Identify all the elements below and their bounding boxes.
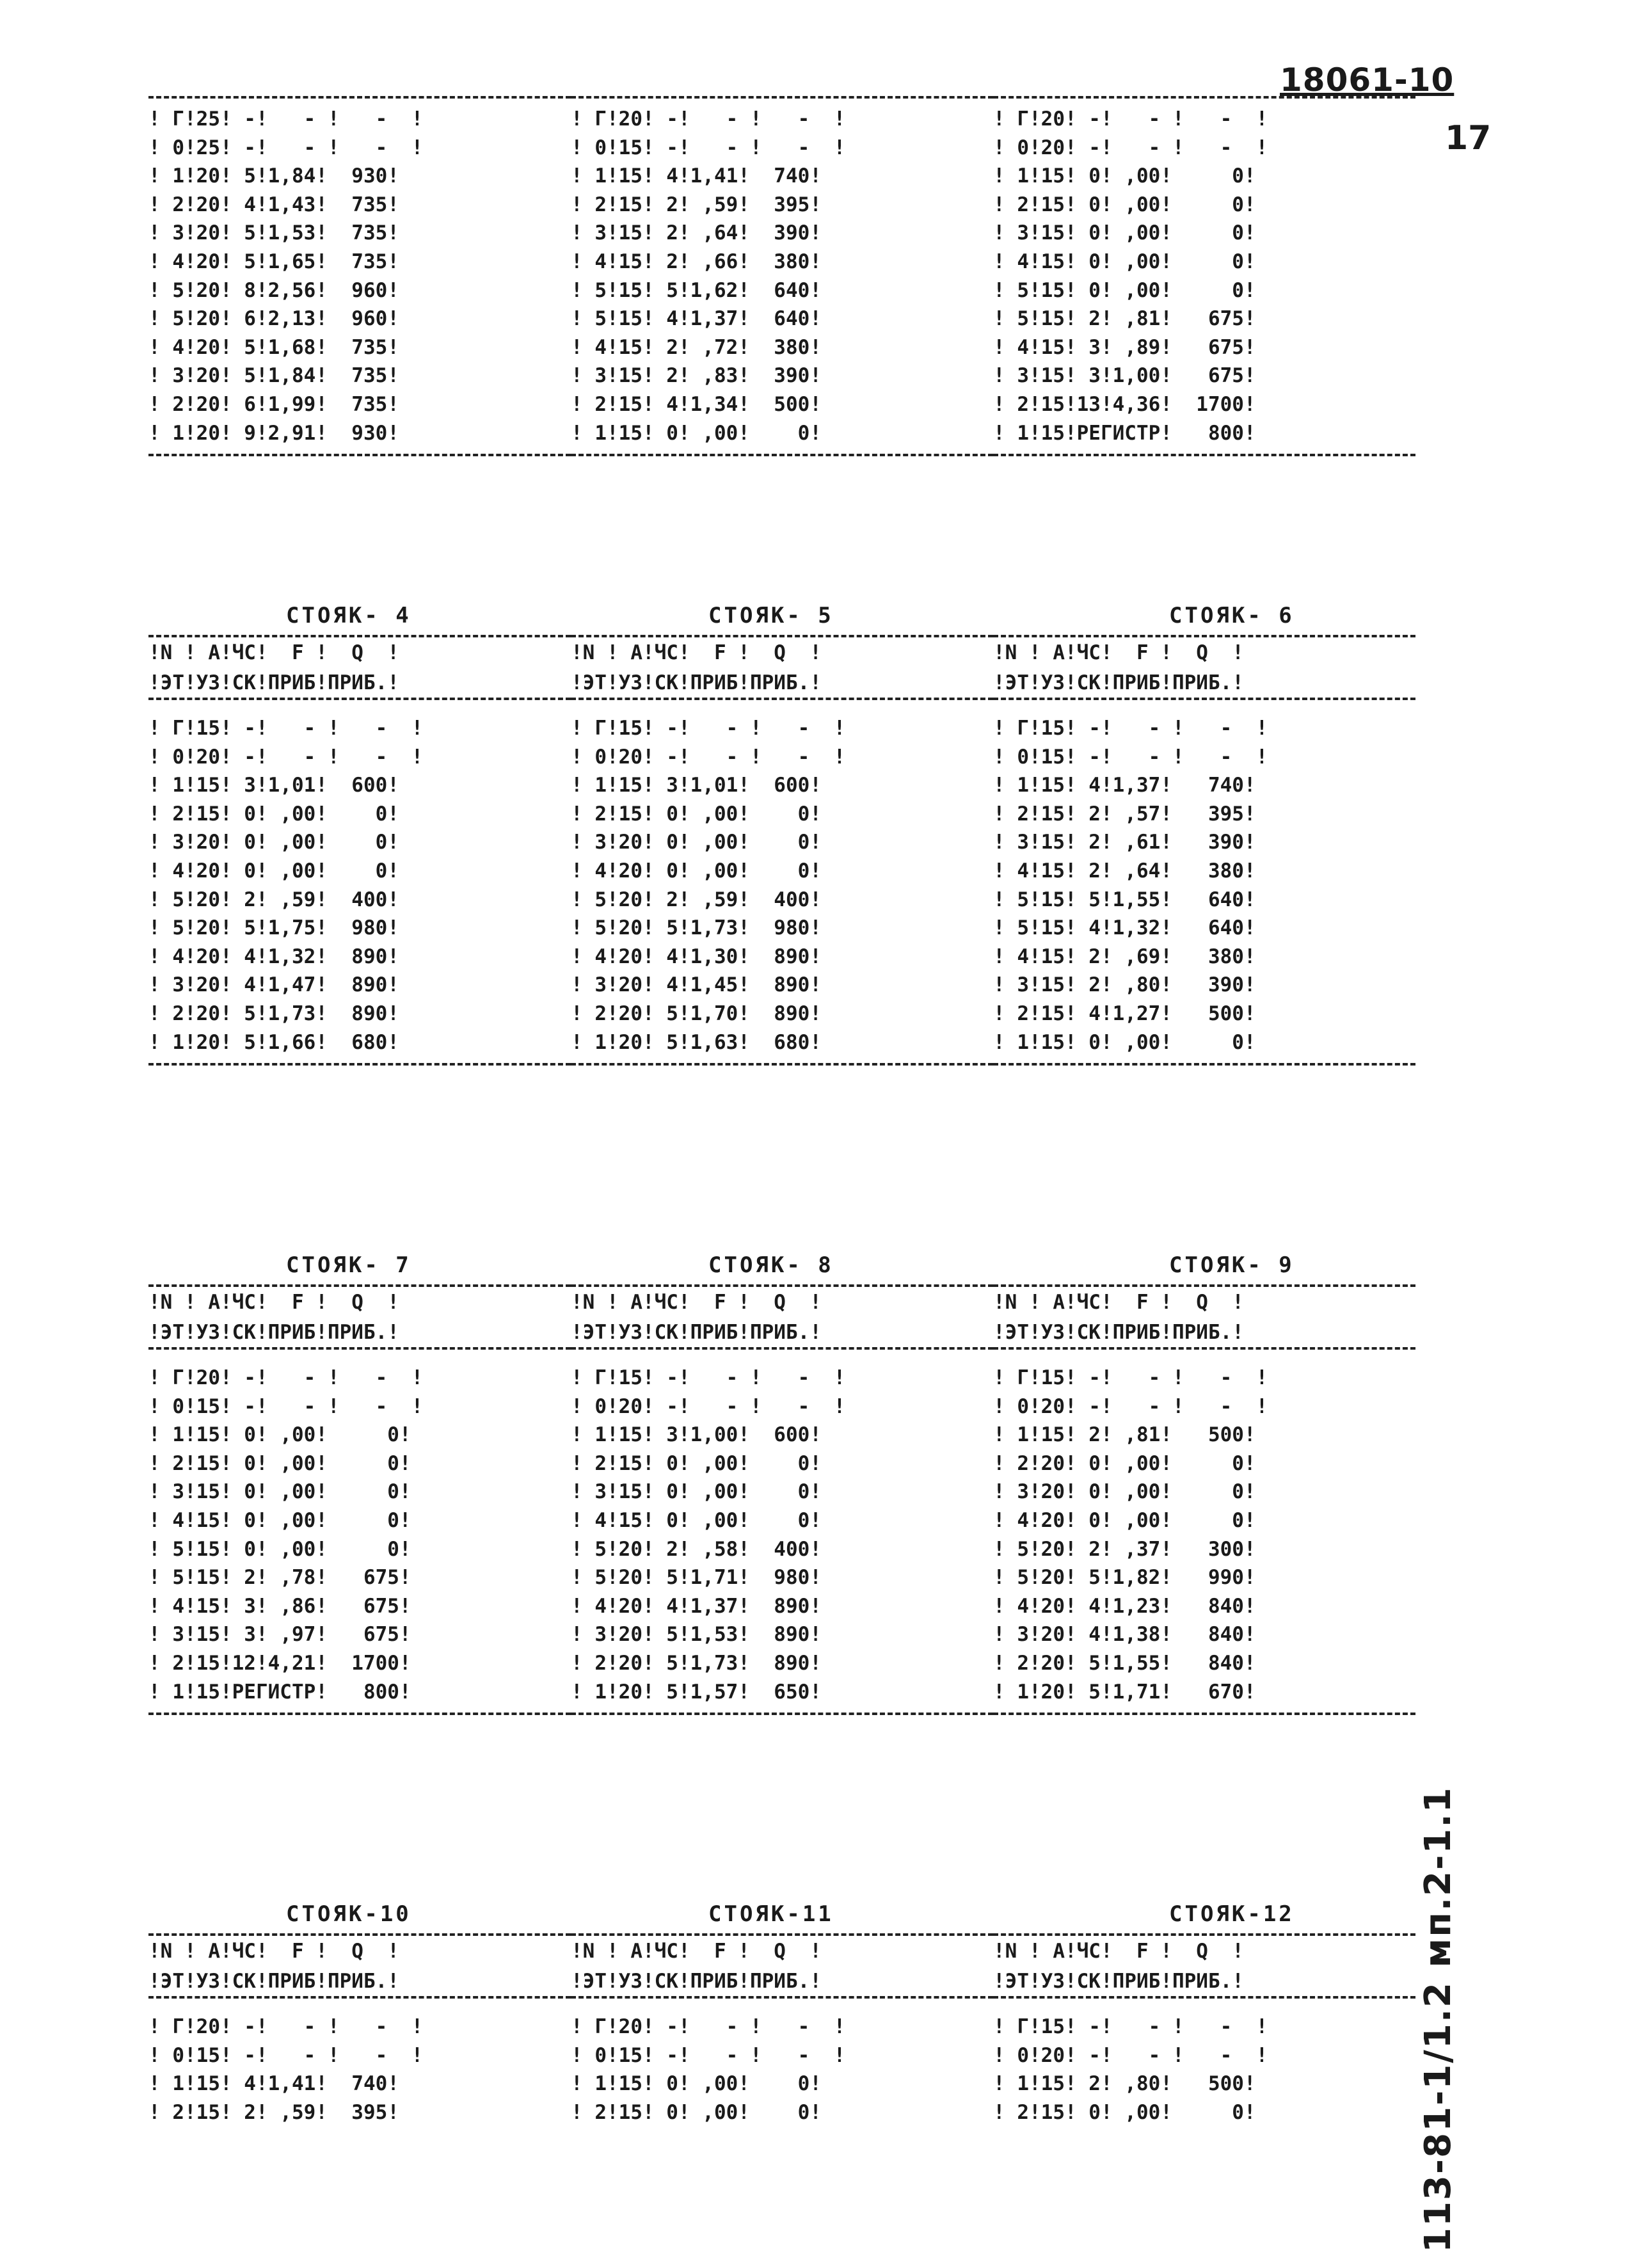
spacer [571,99,993,105]
table-row: ! 0!15! -! - ! - ! [993,745,1268,769]
spacer [148,1706,571,1713]
spacer [148,1350,571,1364]
riser-table [571,596,993,1066]
table-row: ! 4!20! 5!1,68! 735! [148,335,399,359]
table-row: ! 2!15! 2! ,59! 395! [148,2100,399,2124]
riser-title: СТОЯК- 4 [286,603,411,628]
table-row: ! 3!15! 0! ,00! 0! [148,1480,411,1504]
table-row: ! 5!15! 0! ,00! 0! [148,1537,411,1561]
table-bottom-rule [993,1713,1415,1715]
table-row: ! 0!20! -! - ! - ! [148,745,424,769]
table-row: ! 5!20! 2! ,59! 400! [571,888,822,911]
table-row: ! 3!15! 0! ,00! 0! [571,1480,822,1504]
table-row: ! 3!20! 5!1,53! 735! [148,221,399,245]
page-number: 17 [1445,119,1492,157]
table-row: ! 1!15! 3!1,01! 600! [571,774,822,797]
spacer [993,1350,1415,1364]
table-row: ! 2!15! 4!1,27! 500! [993,1002,1256,1025]
table-row: ! 2!15! 0! ,00! 0! [993,193,1256,216]
table-row: ! 0!25! -! - ! - ! [148,136,424,159]
table-row: ! 3!20! 0! ,00! 0! [571,831,822,854]
table-row: ! 5!15! 0! ,00! 0! [993,278,1256,302]
table-row: ! 3!15! 3! ,97! 675! [148,1623,411,1647]
table-row: ! 3!20! 4!1,47! 890! [148,973,399,997]
table-row: ! 1!20! 9!2,91! 930! [148,421,399,445]
spacer [148,700,571,714]
header-row: !N ! А!ЧС! F ! Q ! [993,1291,1244,1314]
table-row: ! 2!15!13!4,36! 1700! [993,392,1256,416]
table-row: ! 0!15! -! - ! - ! [571,136,846,159]
table-row: ! 3!20! 5!1,84! 735! [148,364,399,388]
table-row: ! 4!15! 0! ,00! 0! [993,250,1256,273]
table-row: ! 1!15!РЕГИСТР! 800! [148,1680,411,1704]
table-row: ! 4!15! 3! ,89! 675! [993,335,1256,359]
table-row: ! 5!20! 2! ,37! 300! [993,1537,1256,1561]
riser-title: СТОЯК- 7 [286,1252,411,1278]
table-row: ! 2!15! 2! ,57! 395! [993,802,1256,826]
header-row: !N ! А!ЧС! F ! Q ! [571,1291,822,1314]
riser-table-top-1 [571,96,993,456]
riser-title: СТОЯК-12 [1169,1901,1295,1927]
table-row: ! 0!20! -! - ! - ! [571,745,846,769]
table-row: ! 4!20! 4!1,37! 890! [571,1594,822,1618]
table-row: ! 5!15! 5!1,62! 640! [571,278,822,302]
table-row: ! 5!20! 2! ,59! 400! [148,888,399,911]
spacer [571,1999,993,2013]
riser-table [148,1246,571,1715]
table-row: ! 1!20! 5!1,84! 930! [148,164,399,188]
table-row: ! 3!15! 2! ,64! 390! [571,221,822,245]
table-row: ! 5!15! 2! ,81! 675! [993,307,1256,331]
spacer [571,1350,993,1364]
table-row: ! 1!20! 5!1,63! 680! [571,1030,822,1054]
table-row: ! 2!20! 0! ,00! 0! [993,1451,1256,1475]
spacer [571,447,993,454]
table-bottom-rule [148,454,571,456]
table-row: ! 3!20! 0! ,00! 0! [148,831,399,854]
spacer [993,1706,1415,1713]
table-row: ! 0!20! -! - ! - ! [571,1394,846,1418]
table-bottom-rule [571,1713,993,1715]
table-row: ! 1!15!РЕГИСТР! 800! [993,421,1256,445]
table-row: ! 1!15! 2! ,81! 500! [993,1423,1256,1447]
table-row: ! Г!15! -! - ! - ! [993,1366,1268,1389]
table-row: ! 4!15! 2! ,64! 380! [993,859,1256,882]
table-row: ! 4!15! 3! ,86! 675! [148,1594,411,1618]
table-row: ! 2!15! 0! ,00! 0! [148,802,399,826]
table-row: ! 1!20! 5!1,57! 650! [571,1680,822,1704]
table-row: ! 1!15! 4!1,41! 740! [571,164,822,188]
table-row: ! 4!15! 2! ,72! 380! [571,335,822,359]
header-row: !N ! А!ЧС! F ! Q ! [571,1940,822,1963]
table-bottom-rule [993,454,1415,456]
table-row: ! 0!20! -! - ! - ! [993,136,1268,159]
table-row: ! 4!20! 0! ,00! 0! [993,1508,1256,1532]
table-bottom-rule [571,454,993,456]
table-row: ! 5!20! 5!1,73! 980! [571,916,822,940]
table-row: ! Г!15! -! - ! - ! [993,2015,1268,2038]
table-row: ! 2!20! 5!1,73! 890! [148,1002,399,1025]
header-row: !ЭТ!УЗ!СК!ПРИБ!ПРИБ.! [571,671,822,694]
riser-title: СТОЯК-10 [286,1901,411,1927]
spacer [571,1706,993,1713]
side-document-code: 113-81-1/1.2 мп.2-1.1 [1417,1786,1459,2253]
header-row: !ЭТ!УЗ!СК!ПРИБ!ПРИБ.! [993,1321,1244,1344]
table-row: ! 5!20! 8!2,56! 960! [148,278,399,302]
riser-table-top-2 [993,96,1415,456]
table-row: ! 3!15! 0! ,00! 0! [993,221,1256,245]
spacer [993,1999,1415,2013]
table-row: ! 3!15! 3!1,00! 675! [993,364,1256,388]
table-row: ! 4!20! 5!1,65! 735! [148,250,399,273]
table-row: ! 1!15! 0! ,00! 0! [993,164,1256,188]
riser-table [148,1895,571,2127]
table-row: ! 3!20! 5!1,53! 890! [571,1623,822,1647]
table-row: ! Г!15! -! - ! - ! [571,717,846,740]
table-row: ! 2!20! 5!1,55! 840! [993,1651,1256,1675]
spacer [993,700,1415,714]
spacer [571,700,993,714]
table-row: ! 4!15! 2! ,66! 380! [571,250,822,273]
header-row: !ЭТ!УЗ!СК!ПРИБ!ПРИБ.! [148,1321,399,1344]
header-row: !ЭТ!УЗ!СК!ПРИБ!ПРИБ.! [993,671,1244,694]
table-row: ! 2!20! 5!1,70! 890! [571,1002,822,1025]
table-row: ! 3!20! 4!1,45! 890! [571,973,822,997]
header-row: !N ! А!ЧС! F ! Q ! [571,641,822,664]
table-row: ! 3!15! 2! ,80! 390! [993,973,1256,997]
table-row: ! Г!20! -! - ! - ! [571,108,846,131]
table-row: ! 5!20! 2! ,58! 400! [571,1537,822,1561]
table-row: ! 5!15! 5!1,55! 640! [993,888,1256,911]
table-row: ! 1!15! 0! ,00! 0! [571,421,822,445]
table-row: ! 2!15!12!4,21! 1700! [148,1651,411,1675]
spacer [148,1999,571,2013]
riser-title: СТОЯК- 9 [1169,1252,1295,1278]
table-row: ! 2!15! 0! ,00! 0! [571,2100,822,2124]
table-row: ! 1!20! 5!1,71! 670! [993,1680,1256,1704]
table-row: ! 1!15! 0! ,00! 0! [993,1030,1256,1054]
table-row: ! 5!20! 5!1,75! 980! [148,916,399,940]
table-row: ! 3!20! 4!1,38! 840! [993,1623,1256,1647]
riser-table [571,1895,993,2127]
table-row: ! 4!20! 4!1,32! 890! [148,945,399,968]
spacer [993,1057,1415,1063]
spacer [571,1057,993,1063]
table-row: ! 2!15! 4!1,34! 500! [571,392,822,416]
header-row: !N ! А!ЧС! F ! Q ! [148,641,399,664]
table-row: ! 5!15! 4!1,37! 640! [571,307,822,331]
table-row: ! 1!15! 4!1,37! 740! [993,774,1256,797]
riser-title: СТОЯК- 8 [708,1252,834,1278]
document-code: 18061-10 [1280,61,1455,99]
table-row: ! 0!15! -! - ! - ! [148,2043,424,2067]
table-row: ! 1!20! 5!1,66! 680! [148,1030,399,1054]
header-row: !ЭТ!УЗ!СК!ПРИБ!ПРИБ.! [571,1970,822,1993]
table-row: ! 5!15! 4!1,32! 640! [993,916,1256,940]
riser-table [993,1895,1415,2127]
table-row: ! 2!20! 4!1,43! 735! [148,193,399,216]
spacer [993,447,1415,454]
table-row: ! 2!20! 5!1,73! 890! [571,1651,822,1675]
table-row: ! 4!20! 4!1,23! 840! [993,1594,1256,1618]
table-bottom-rule [993,1063,1415,1066]
header-row: !N ! А!ЧС! F ! Q ! [993,1940,1244,1963]
riser-title: СТОЯК-11 [708,1901,834,1927]
table-row: ! 2!15! 0! ,00! 0! [993,2100,1256,2124]
spacer [148,99,571,105]
table-row: ! 2!20! 6!1,99! 735! [148,392,399,416]
table-row: ! 1!15! 2! ,80! 500! [993,2072,1256,2096]
spacer [993,99,1415,105]
table-row: ! 3!20! 0! ,00! 0! [993,1480,1256,1504]
table-row: ! 0!20! -! - ! - ! [993,1394,1268,1418]
table-row: ! 4!15! 0! ,00! 0! [571,1508,822,1532]
table-bottom-rule [571,1063,993,1066]
table-row: ! Г!20! -! - ! - ! [148,1366,424,1389]
table-row: ! 1!15! 3!1,01! 600! [148,774,399,797]
riser-table [148,596,571,1066]
table-row: ! 4!20! 4!1,30! 890! [571,945,822,968]
riser-table [993,1246,1415,1715]
table-row: ! 2!15! 0! ,00! 0! [571,802,822,826]
header-row: !ЭТ!УЗ!СК!ПРИБ!ПРИБ.! [993,1970,1244,1993]
header-row: !N ! А!ЧС! F ! Q ! [148,1940,399,1963]
riser-table-top-0 [148,96,571,456]
header-row: !ЭТ!УЗ!СК!ПРИБ!ПРИБ.! [571,1321,822,1344]
table-row: ! 5!15! 2! ,78! 675! [148,1566,411,1590]
riser-table [571,1246,993,1715]
table-row: ! 4!20! 0! ,00! 0! [148,859,399,882]
header-row: !N ! А!ЧС! F ! Q ! [148,1291,399,1314]
table-row: ! 3!15! 2! ,61! 390! [993,831,1256,854]
table-row: ! 5!20! 5!1,82! 990! [993,1566,1256,1590]
table-row: ! Г!15! -! - ! - ! [148,717,424,740]
table-row: ! 1!15! 0! ,00! 0! [148,1423,411,1447]
table-row: ! Г!20! -! - ! - ! [148,2015,424,2038]
table-row: ! 4!20! 0! ,00! 0! [571,859,822,882]
table-row: ! 5!20! 6!2,13! 960! [148,307,399,331]
table-row: ! 0!15! -! - ! - ! [148,1394,424,1418]
table-bottom-rule [148,1063,571,1066]
riser-title: СТОЯК- 6 [1169,603,1295,628]
table-row: ! 5!20! 5!1,71! 980! [571,1566,822,1590]
header-row: !ЭТ!УЗ!СК!ПРИБ!ПРИБ.! [148,671,399,694]
spacer [148,1057,571,1063]
table-row: ! 1!15! 3!1,00! 600! [571,1423,822,1447]
riser-title: СТОЯК- 5 [708,603,834,628]
table-row: ! 3!15! 2! ,83! 390! [571,364,822,388]
header-row: !ЭТ!УЗ!СК!ПРИБ!ПРИБ.! [148,1970,399,1993]
table-row: ! 4!15! 2! ,69! 380! [993,945,1256,968]
table-row: ! 4!15! 0! ,00! 0! [148,1508,411,1532]
table-row: ! 2!15! 0! ,00! 0! [148,1451,411,1475]
table-row: ! Г!15! -! - ! - ! [571,1366,846,1389]
table-row: ! 2!15! 2! ,59! 395! [571,193,822,216]
spacer [148,447,571,454]
table-row: ! Г!20! -! - ! - ! [993,108,1268,131]
header-row: !N ! А!ЧС! F ! Q ! [993,641,1244,664]
table-row: ! 1!15! 4!1,41! 740! [148,2072,399,2096]
table-row: ! Г!15! -! - ! - ! [993,717,1268,740]
riser-table [993,596,1415,1066]
table-row: ! 0!20! -! - ! - ! [993,2043,1268,2067]
table-row: ! 0!15! -! - ! - ! [571,2043,846,2067]
table-row: ! 2!15! 0! ,00! 0! [571,1451,822,1475]
table-bottom-rule [148,1713,571,1715]
table-row: ! Г!20! -! - ! - ! [571,2015,846,2038]
table-row: ! 1!15! 0! ,00! 0! [571,2072,822,2096]
table-row: ! Г!25! -! - ! - ! [148,108,424,131]
